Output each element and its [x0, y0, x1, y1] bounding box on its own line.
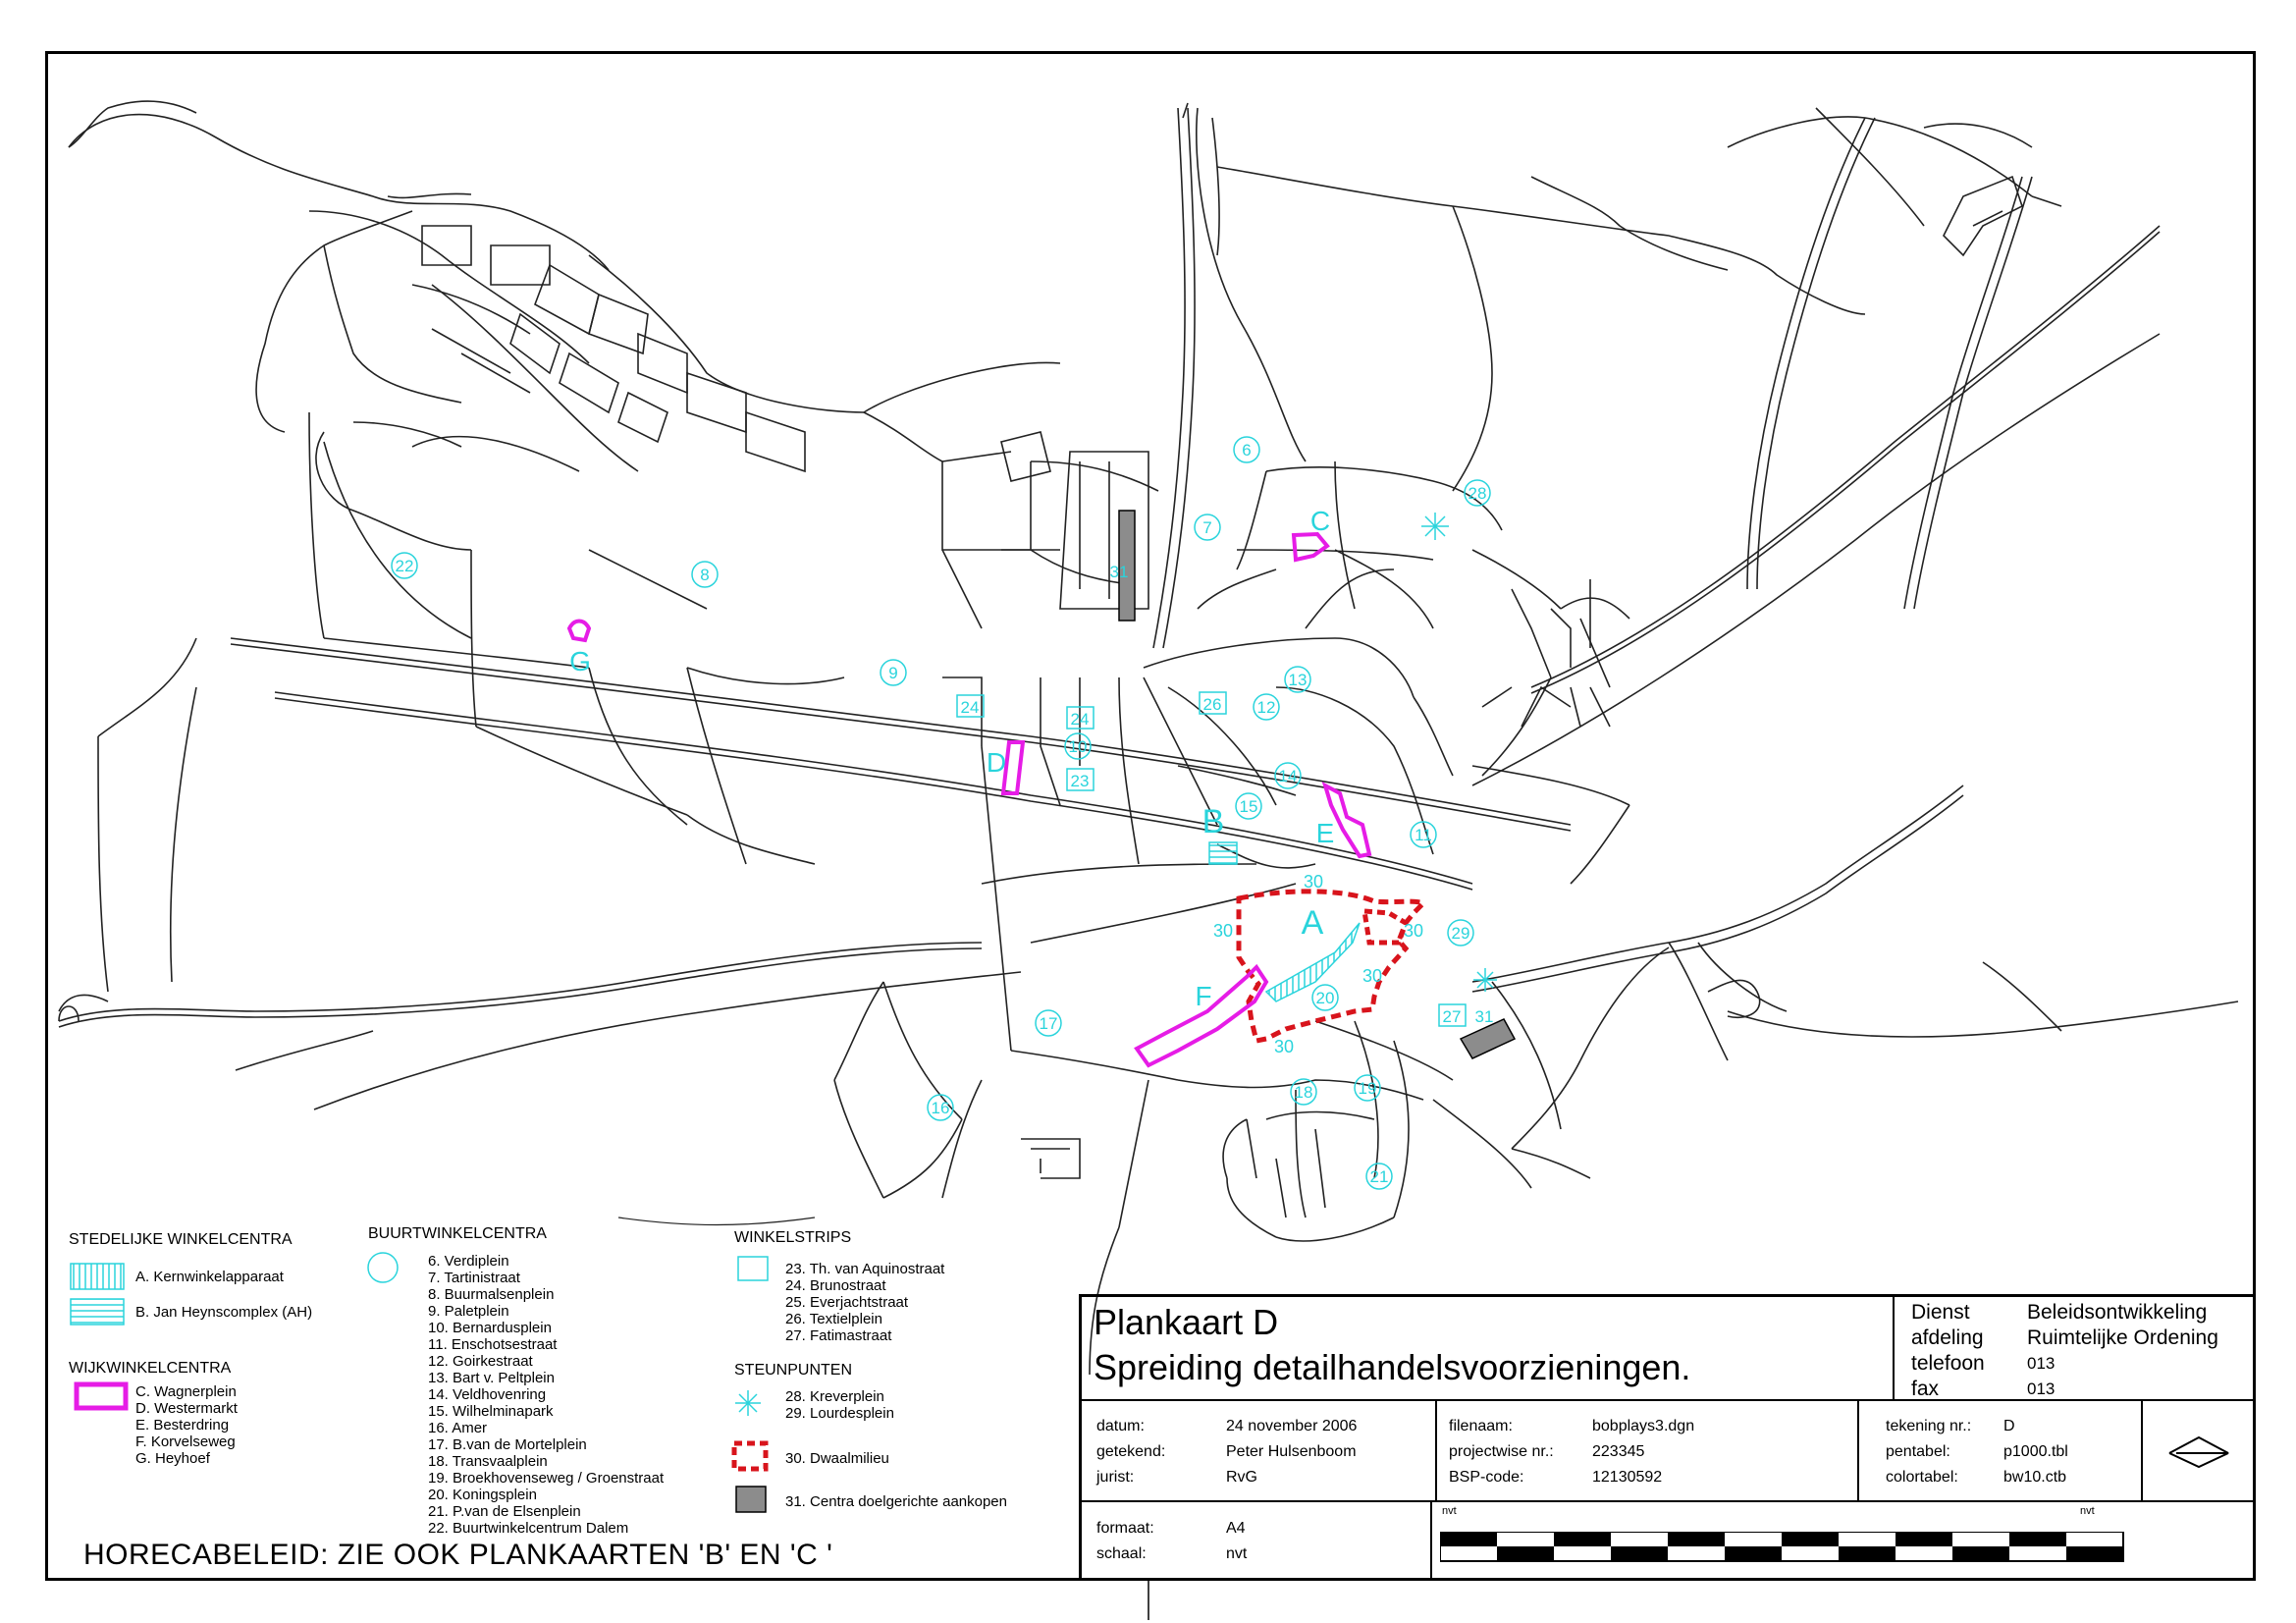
legend-symbol-a [71, 1264, 124, 1289]
drawing-label: pentabel: [1886, 1443, 1950, 1460]
area-label-30a: 30 [1303, 872, 1324, 892]
area-label-9: 9 [888, 664, 898, 682]
area-label-19: 19 [1358, 1079, 1377, 1098]
area-label-27: 27 [1442, 1007, 1462, 1026]
area-label-7: 7 [1202, 518, 1212, 537]
meta-value: RvG [1226, 1469, 1257, 1486]
drawing-values [2003, 1414, 2068, 1490]
zone-label-g: G [569, 646, 591, 676]
format-label: formaat: [1096, 1520, 1154, 1537]
file-label: filenaam: [1449, 1418, 1513, 1434]
map-subtitle: Spreiding detailhandelsvoorzieningen. [1094, 1347, 1691, 1387]
legend-steunpunt-item: 28. Kreverplein [785, 1388, 884, 1405]
legend-heading-buurt: BUURTWINKELCENTRA [368, 1225, 547, 1242]
file-value: 223345 [1592, 1443, 1645, 1460]
area-label-22: 22 [395, 557, 414, 575]
north-arrow-icon [2166, 1432, 2231, 1471]
area-label-30d: 30 [1273, 1037, 1295, 1056]
legend-symbol-steunpunt [735, 1390, 761, 1416]
format-value: nvt [1226, 1545, 1248, 1562]
legend-buurt-item: 18. Transvaalplein [428, 1453, 548, 1470]
zone-label-d: D [986, 747, 1007, 778]
meta-value: Peter Hulsenboom [1226, 1443, 1357, 1460]
meta-label: getekend: [1096, 1443, 1166, 1460]
format-values [1226, 1516, 1247, 1567]
legend-steunpunt-item: 29. Lourdesplein [785, 1405, 894, 1422]
dienst-value: 013 [2027, 1380, 2056, 1398]
dienst-label: Dienst [1911, 1301, 1970, 1324]
railway-line [618, 1217, 815, 1225]
area-label-8: 8 [700, 566, 710, 584]
legend-strip-item: 26. Textielplein [785, 1311, 882, 1327]
legend-heading-wijk: WIJKWINKELCENTRA [69, 1360, 232, 1377]
legend-buurt-item: 10. Bernardusplein [428, 1320, 552, 1336]
format-label: schaal: [1096, 1545, 1147, 1562]
zone-b-jan-heynscomplex[interactable] [1209, 842, 1237, 864]
legend-buurt-item: 19. Broekhovenseweg / Groenstraat [428, 1470, 665, 1487]
meta-label: jurist: [1096, 1469, 1135, 1486]
legend-symbol-dwaalmilieu [734, 1443, 766, 1469]
scale-bar [1440, 1532, 2127, 1563]
zone-label-b: B [1201, 803, 1225, 840]
format-value: A4 [1226, 1520, 1246, 1537]
scale-label-right: nvt [2080, 1505, 2095, 1517]
file-value: bobplays3.dgn [1592, 1418, 1695, 1434]
file-values [1592, 1414, 1694, 1490]
dienst-label: fax [1911, 1378, 1940, 1400]
map-title: Plankaart D [1094, 1302, 1279, 1342]
legend-buurt-item: 11. Enschotsestraat [428, 1336, 558, 1353]
drawing-label: colortabel: [1886, 1469, 1958, 1486]
area-label-12: 12 [1256, 698, 1276, 717]
drawing-value: bw10.ctb [2003, 1469, 2067, 1486]
legend-item-centra: 31. Centra doelgerichte aankopen [785, 1493, 1007, 1510]
scale-label-left: nvt [1442, 1505, 1457, 1517]
legend-strip-item: 24. Brunostraat [785, 1277, 886, 1294]
area-label-13: 13 [1288, 671, 1308, 689]
drawing-labels [1886, 1414, 1971, 1490]
area-label-31a: 31 [1109, 563, 1129, 581]
area-label-30e: 30 [1362, 966, 1383, 986]
legend-buurt-item: 22. Buurtwinkelcentrum Dalem [428, 1520, 629, 1537]
legend-buurt-item: 14. Veldhovenring [428, 1386, 547, 1403]
drawing-value: p1000.tbl [2003, 1443, 2068, 1460]
legend-heading-stedelijk: STEDELIJKE WINKELCENTRA [69, 1231, 293, 1248]
legend-wijk-item: C. Wagnerplein [135, 1383, 237, 1400]
area-label-30c: 30 [1403, 921, 1424, 941]
drawing-value: D [2003, 1418, 2015, 1434]
legend-buurt-item: 7. Tartinistraat [428, 1270, 520, 1286]
area-label-21: 21 [1369, 1167, 1389, 1186]
zone-label-f: F [1195, 981, 1212, 1011]
legend-buurt-item: 17. B.van de Mortelplein [428, 1436, 587, 1453]
legend-symbol-wijk [77, 1384, 126, 1408]
area-label-15: 15 [1239, 797, 1258, 816]
zone-label-e: E [1315, 818, 1335, 848]
zone-label-a: A [1301, 904, 1324, 942]
area-label-6: 6 [1242, 441, 1252, 460]
legend-list-steunpunten [785, 1388, 894, 1422]
dienst-label: afdeling [1911, 1326, 1984, 1349]
area-label-23: 23 [1070, 772, 1090, 790]
file-label: projectwise nr.: [1449, 1443, 1554, 1460]
zone-g-heyhoef[interactable] [569, 622, 589, 641]
legend-list-wijk [135, 1383, 238, 1467]
meta-values [1226, 1414, 1357, 1490]
legend-buurt-item: 21. P.van de Elsenplein [428, 1503, 581, 1520]
dienst-label: telefoon [1911, 1352, 1985, 1375]
legend-strip-item: 23. Th. van Aquinostraat [785, 1261, 945, 1277]
legend-wijk-item: G. Heyhoef [135, 1450, 210, 1467]
legend-buurt-item: 6. Verdiplein [428, 1253, 509, 1270]
legend-list-strips [785, 1261, 944, 1344]
area-label-29: 29 [1451, 924, 1470, 943]
legend-buurt-item: 9. Paletplein [428, 1303, 509, 1320]
legend-strip-item: 25. Everjachtstraat [785, 1294, 909, 1311]
area-label-30b: 30 [1212, 921, 1234, 941]
legend-buurt-item: 8. Buurmalsenplein [428, 1286, 555, 1303]
area-label-10: 10 [1068, 737, 1088, 756]
area-label-26: 26 [1202, 695, 1222, 714]
area-label-24b: 24 [1070, 710, 1090, 729]
zone-label-c: C [1309, 506, 1331, 536]
dienst-value: Beleidsontwikkeling [2027, 1301, 2208, 1324]
legend-symbol-buurt [368, 1253, 398, 1282]
legend-item-dwaalmilieu: 30. Dwaalmilieu [785, 1450, 889, 1467]
legend-item-b: B. Jan Heynscomplex (AH) [135, 1304, 313, 1321]
dienst-values [2027, 1300, 2218, 1402]
title-block [1079, 1294, 2256, 1581]
legend-wijk-item: E. Besterdring [135, 1417, 230, 1434]
legend-buurt-item: 12. Goirkestraat [428, 1353, 533, 1370]
legend-heading-strips: WINKELSTRIPS [734, 1229, 852, 1246]
area-label-16: 16 [931, 1099, 950, 1117]
drawing-label: tekening nr.: [1886, 1418, 1972, 1434]
area-label-24a: 24 [960, 698, 980, 717]
meta-value: 24 november 2006 [1226, 1418, 1358, 1434]
horeca-note: HORECABELEID: ZIE OOK PLANKAARTEN 'B' EN 'C ' [83, 1539, 833, 1571]
area-label-14: 14 [1278, 767, 1298, 785]
area-label-20: 20 [1315, 989, 1335, 1007]
meta-label: datum: [1096, 1418, 1145, 1434]
legend-strip-item: 27. Fatimastraat [785, 1327, 892, 1344]
legend-heading-steunpunten: STEUNPUNTEN [734, 1362, 853, 1379]
legend-wijk-item: F. Korvelseweg [135, 1434, 236, 1450]
dienst-value: 013 [2027, 1354, 2056, 1373]
area-label-31b: 31 [1474, 1007, 1494, 1026]
legend-buurt-item: 16. Amer [428, 1420, 488, 1436]
format-labels [1096, 1516, 1154, 1567]
area-label-18: 18 [1294, 1083, 1313, 1102]
dienst-labels [1911, 1300, 1985, 1402]
file-value: 12130592 [1592, 1469, 1663, 1486]
file-label: BSP-code: [1449, 1469, 1524, 1486]
dienst-value: Ruimtelijke Ordening [2027, 1326, 2218, 1349]
legend-buurt-item: 13. Bart v. Peltplein [428, 1370, 555, 1386]
area-label-11: 11 [1415, 826, 1432, 844]
legend-item-a: A. Kernwinkelapparaat [135, 1269, 284, 1285]
steunpunt-28-star[interactable] [1421, 513, 1449, 540]
legend-buurt-item: 20. Koningsplein [428, 1487, 537, 1503]
legend-symbol-strip [738, 1257, 768, 1280]
legend-buurt-item: 15. Wilhelminapark [428, 1403, 554, 1420]
file-labels [1449, 1414, 1554, 1490]
legend-symbol-b [71, 1299, 124, 1325]
meta-labels [1096, 1414, 1165, 1490]
legend-wijk-item: D. Westermarkt [135, 1400, 238, 1417]
road-network [59, 101, 2238, 1375]
area-label-17: 17 [1039, 1014, 1058, 1033]
buurtwinkelcentra-markers [392, 437, 1490, 1189]
legend-list-buurt [428, 1253, 664, 1537]
area-label-28: 28 [1468, 484, 1487, 503]
legend-symbol-centra [736, 1487, 766, 1512]
zone-c-wagnerplein[interactable] [1294, 534, 1327, 560]
